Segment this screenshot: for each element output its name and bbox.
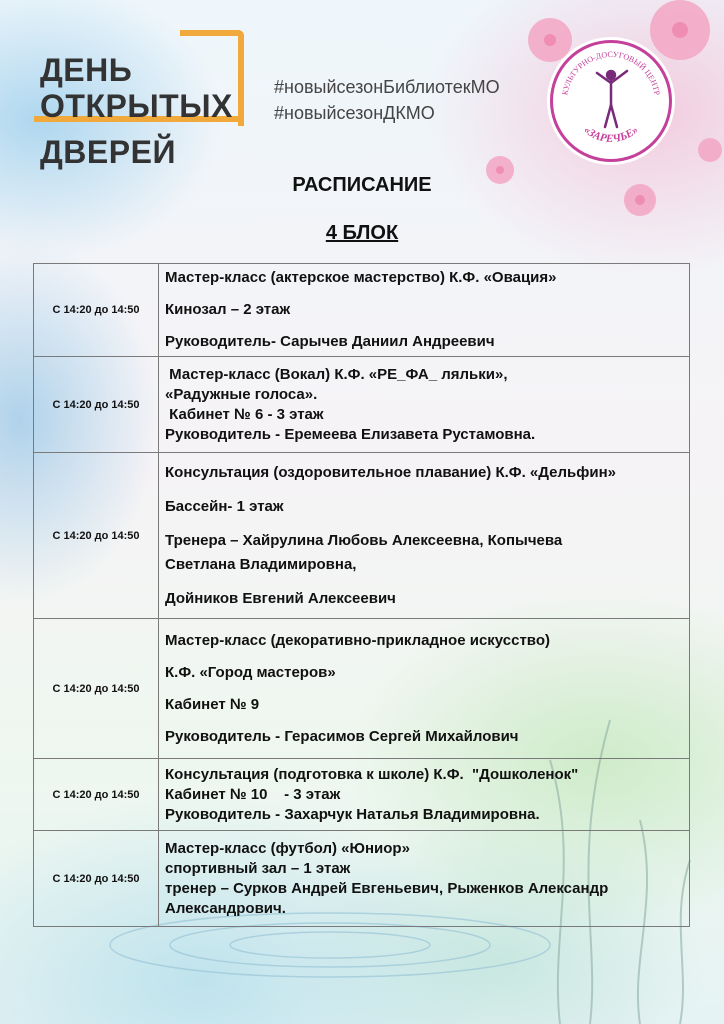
logo-line-2: ОТКРЫТЫХ: [40, 88, 233, 124]
info-line: Светлана Владимировна,: [165, 555, 357, 573]
time-cell: С 14:20 до 14:50: [34, 619, 159, 759]
time-cell: С 14:20 до 14:50: [34, 759, 159, 831]
info-line: К.Ф. «Город мастеров»: [165, 663, 336, 681]
hashtag-dkmo: #новыйсезонДКМО: [274, 103, 435, 123]
info-line: Мастер-класс (Вокал) К.Ф. «РЕ_ФА_ ляльки»,: [165, 365, 508, 383]
logo-line-3: ДВЕРЕЙ: [40, 134, 176, 170]
logo-text: [40, 52, 233, 170]
info-line: Руководитель - Герасимов Сергей Михайлович: [165, 727, 519, 745]
info-line: Кабинет № 10 - 3 этаж: [165, 785, 341, 803]
table-row: [34, 759, 690, 831]
info-line: Дойников Евгений Алексеевич: [165, 589, 396, 607]
info-line: Руководитель - Захарчук Наталья Владимировна.: [165, 805, 540, 823]
info-line: Александрович.: [165, 899, 286, 917]
emblem-arc-text: КУЛЬТУРНО-ДОСУГОВЫЙ ЦЕНТР: [560, 49, 662, 96]
zarechye-emblem: [550, 40, 672, 162]
table-row: [34, 831, 690, 927]
info-line: Кабинет № 9: [165, 695, 260, 713]
info-line: Тренера – Хайрулина Любовь Алексеевна, Копычева: [165, 531, 563, 549]
open-doors-day-logo: [34, 30, 249, 170]
info-cell: [159, 831, 690, 927]
hashtags: [274, 74, 500, 126]
svg-text:«ЗАРЕЧЬЕ»: [581, 124, 640, 145]
info-cell: [159, 619, 690, 759]
time-cell: С 14:20 до 14:50: [34, 831, 159, 927]
logo-line-1: ДЕНЬ: [40, 52, 133, 88]
info-line: Мастер-класс (актерское мастерство) К.Ф. «Овация»: [165, 269, 557, 286]
info-line: Руководитель- Сарычев Даниил Андреевич: [165, 333, 495, 350]
info-line: «Радужные голоса».: [165, 385, 318, 403]
info-line: Руководитель - Еремеева Елизавета Рустамовна.: [165, 425, 536, 443]
info-line: тренер – Сурков Андрей Евгеньевич, Рыженков Александр: [165, 879, 609, 897]
info-line: спортивный зал – 1 этаж: [165, 859, 351, 877]
info-line: Консультация (подготовка к школе) К.Ф. "Дошколенок": [165, 765, 579, 783]
info-cell: [159, 759, 690, 831]
time-cell: С 14:20 до 14:50: [34, 453, 159, 619]
time-cell: С 14:20 до 14:50: [34, 264, 159, 357]
table-row: [34, 357, 690, 453]
page-title: РАСПИСАНИЕ: [292, 174, 432, 196]
table-row: [34, 619, 690, 759]
info-cell: [159, 357, 690, 453]
info-cell: [159, 453, 690, 619]
info-line: Мастер-класс (декоративно-прикладное искусство): [165, 631, 550, 649]
info-line: Консультация (оздоровительное плавание) К.Ф. «Дельфин»: [165, 463, 616, 481]
table-row: [34, 453, 690, 619]
info-line: Мастер-класс (футбол) «Юниор»: [165, 839, 410, 857]
info-line: Кинозал – 2 этаж: [165, 301, 291, 318]
emblem-name: «ЗАРЕЧЬЕ»: [581, 124, 641, 146]
block-subtitle: 4 БЛОК: [325, 222, 399, 244]
hashtag-libraries: #новыйсезонБиблиотекМО: [274, 77, 500, 97]
table-row: [34, 264, 690, 357]
time-cell: С 14:20 до 14:50: [34, 357, 159, 453]
dancer-icon: [597, 71, 627, 127]
info-line: Кабинет № 6 - 3 этаж: [165, 405, 324, 423]
info-cell: [159, 264, 690, 357]
info-line: Бассейн- 1 этаж: [165, 497, 284, 515]
schedule-table: [33, 263, 690, 927]
